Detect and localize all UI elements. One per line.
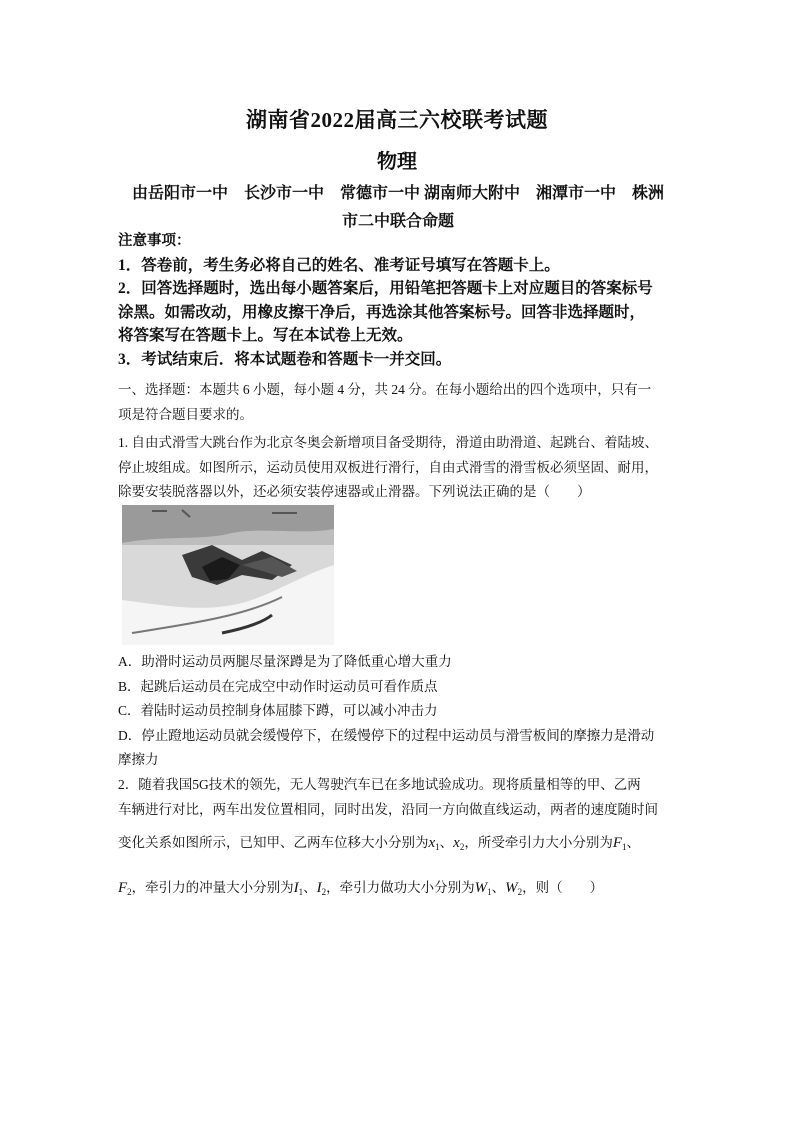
authors-block bbox=[118, 180, 678, 236]
notes-item: 2．回答选择题时，选出每小题答案后，用铅笔把答题卡上对应题目的答案标号 bbox=[118, 280, 653, 297]
question-1-options bbox=[118, 650, 678, 773]
subject-title: 物理 bbox=[377, 151, 417, 173]
ski-jump-photo bbox=[122, 505, 334, 645]
q1-option-d-cont: 摩擦力 bbox=[118, 752, 159, 767]
q1-option-a: A．助滑时运动员两腿尽量深蹲是为了降低重心增大重力 bbox=[118, 654, 452, 669]
question-2-stem bbox=[118, 773, 678, 904]
section-1-intro bbox=[118, 378, 678, 427]
q1-option-b: B．起跳后运动员在完成空中动作时运动员可看作质点 bbox=[118, 678, 438, 694]
q1-line-1: 1. 自由式滑雪大跳台作为北京冬奥会新增项目备受期待，滑道由助滑道、起跳台、着陆坡、 bbox=[118, 435, 658, 450]
section-1-line-2: 项是符合题目要求的。 bbox=[118, 406, 253, 422]
q2-line-2: 车辆进行对比，两车出发位置相同，同时出发，沿同一方向做直线运动，两者的速度随时间 bbox=[118, 801, 658, 817]
ski-jump-illustration bbox=[122, 505, 334, 645]
notes-item: 1．答卷前，考生务必将自己的姓名、准考证号填写在答题卡上。 bbox=[118, 256, 560, 274]
authors-line-2: 市二中联合命题 bbox=[341, 213, 454, 230]
q1-line-2: 停止坡组成。如图所示，运动员使用双板进行滑行，自由式滑雪的滑雪板必须坚固、耐用， bbox=[118, 459, 658, 475]
q2-line-3: 变化关系如图所示，已知甲、乙两车位移大小分别为$x_1$、$x_2$，所受牵引力大小分别为$F_1$、 bbox=[118, 835, 641, 852]
notes-item: 涂黑。如需改动，用橡皮擦干净后，再选涂其他答案标号。回答非选择题时， bbox=[118, 303, 646, 321]
question-1-stem bbox=[118, 431, 678, 505]
q2-line-4: $F_2$，牵引力的冲量大小分别为$I_1$、$I_2$，牵引力做功大小分别为$W_1$、$W_2$，则（ ） bbox=[118, 879, 604, 897]
q2-line-1: 2．随着我国5G技术的领先，无人驾驶汽车已在多地试验成功。现将质量相等的甲、乙两 bbox=[118, 777, 641, 792]
notes-heading: 注意事项： bbox=[118, 233, 191, 249]
authors-line-1: 由岳阳市一中 长沙市一中 常德市一中 湖南师大附中 湘潭市一中 株洲 bbox=[131, 185, 664, 202]
notes-item: 3．考试结束后．将本试题卷和答题卡一并交回。 bbox=[118, 350, 452, 368]
q1-line-3: 除要安装脱落器以外，还必须安装停速器或止滑器。下列说法正确的是（ ） bbox=[118, 484, 591, 499]
exam-title: 湖南省2022届高三六校联考试题 bbox=[246, 108, 548, 132]
q1-option-c: C．着陆时运动员控制身体屈膝下蹲，可以减小冲击力 bbox=[118, 703, 438, 718]
section-1-line-1: 一、选择题：本题共 6 小题，每小题 4 分，共 24 分。在每小题给出的四个选项中，只有一 bbox=[118, 382, 652, 397]
notes-item: 将答案写在答题卡上。写在本试卷上无效。 bbox=[118, 327, 413, 344]
notes-block bbox=[118, 230, 678, 371]
q1-option-d: D．停止蹬地运动员就会缓慢停下，在缓慢停下的过程中运动员与滑雪板间的摩擦力是滑动 bbox=[118, 727, 655, 743]
